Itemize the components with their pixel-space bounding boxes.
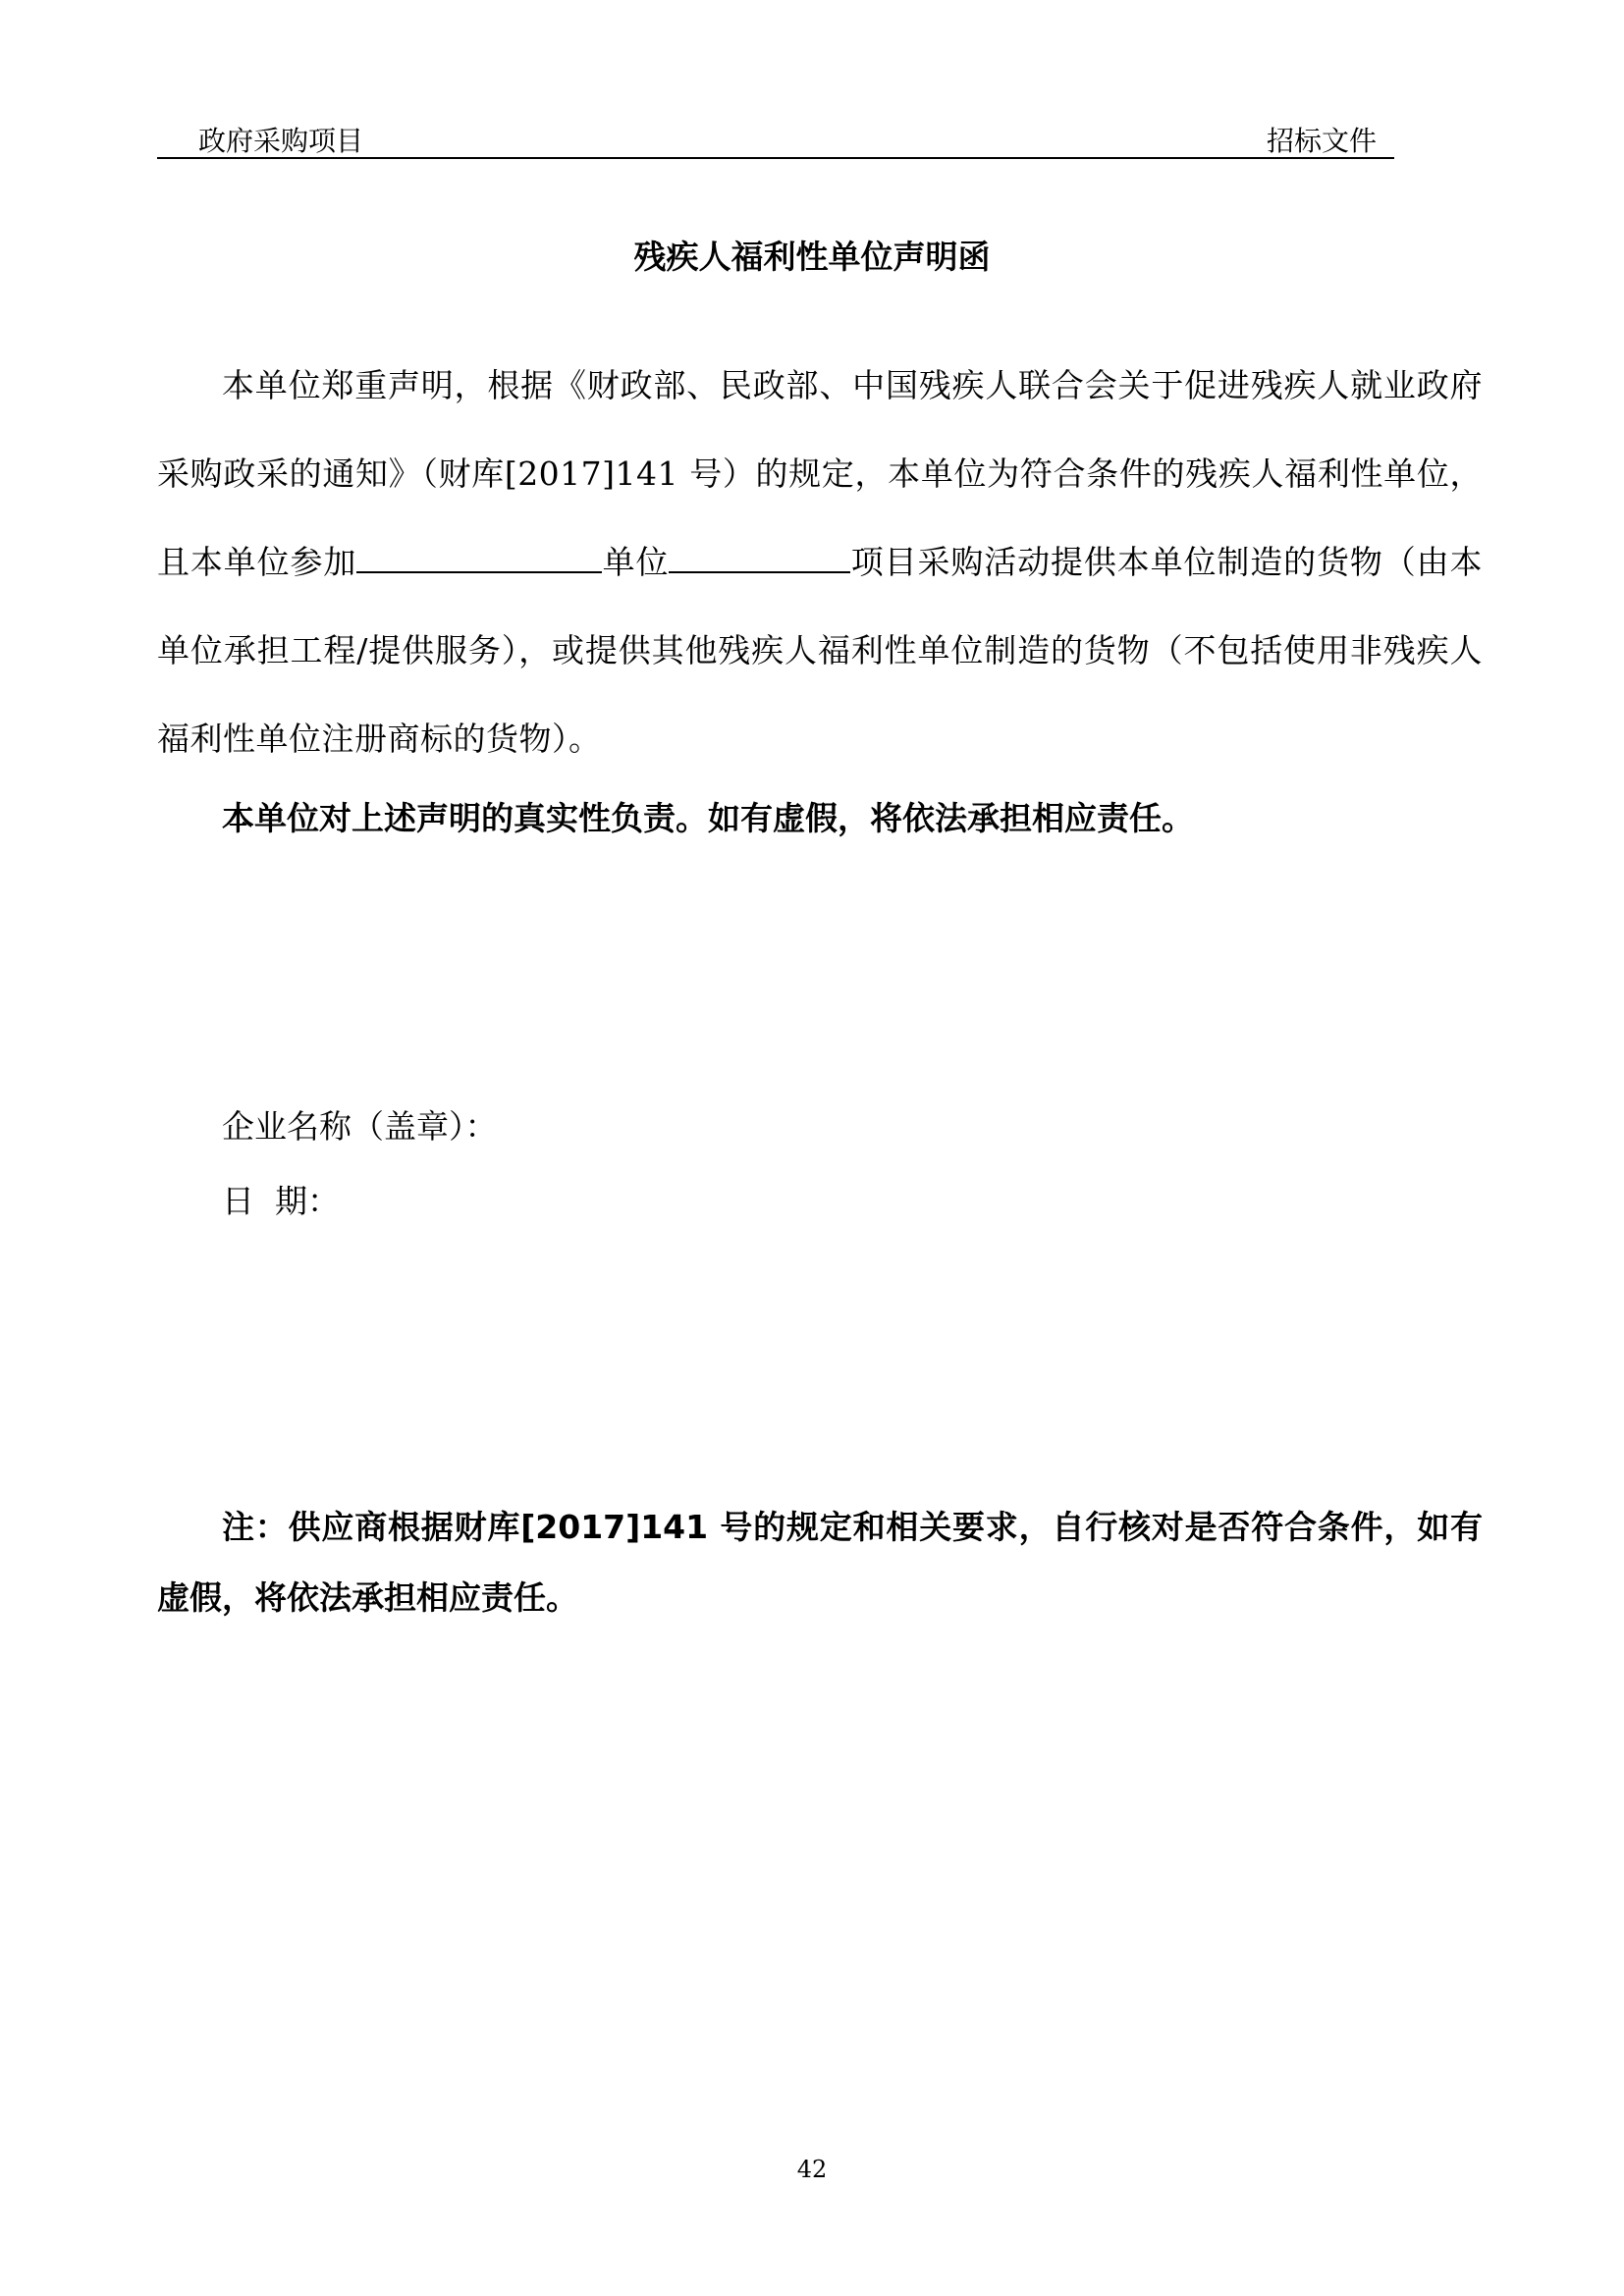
- supplier-note: [157, 1492, 1483, 1633]
- page-header: [157, 116, 1394, 159]
- company-seal-label: 企业名称（盖章）：: [222, 1107, 498, 1146]
- paragraph-text-part2: 单位: [602, 543, 670, 581]
- unit-name-blank[interactable]: [356, 538, 602, 573]
- date-label: 日 期：: [222, 1182, 340, 1220]
- responsibility-statement: 本单位对上述声明的真实性负责。如有虚假，将依法承担相应责任。: [222, 799, 1194, 837]
- header-project-label: 政府采购项目: [198, 125, 364, 157]
- document-title: 残疾人福利性单位声明函: [633, 238, 991, 276]
- page-number: 42: [796, 2156, 828, 2183]
- project-name-blank[interactable]: [669, 538, 850, 573]
- paragraph-text-part3: 项目采购活动提供本单位制造的货物（由本单位承担工程/提供服务），或提供其他残疾人福利性单位制造的货物（不包括使用非残疾人福利性单位注册商标的货物）。: [157, 543, 1483, 758]
- header-document-label: 招标文件: [1266, 125, 1377, 157]
- paragraph-text-part1: 本单位郑重声明，根据《财政部、民政部、中国残疾人联合会关于促进残疾人就业政府采购政采的通知》（财库[2017]141 号）的规定，本单位为符合条件的残疾人福利性单位，且本单位参加: [157, 366, 1483, 581]
- declaration-body: [157, 342, 1483, 783]
- note-text: 注：供应商根据财库[2017]141 号的规定和相关要求，自行核对是否符合条件，如有虚假，将依法承担相应责任。: [157, 1508, 1483, 1617]
- declaration-paragraph: [157, 342, 1483, 783]
